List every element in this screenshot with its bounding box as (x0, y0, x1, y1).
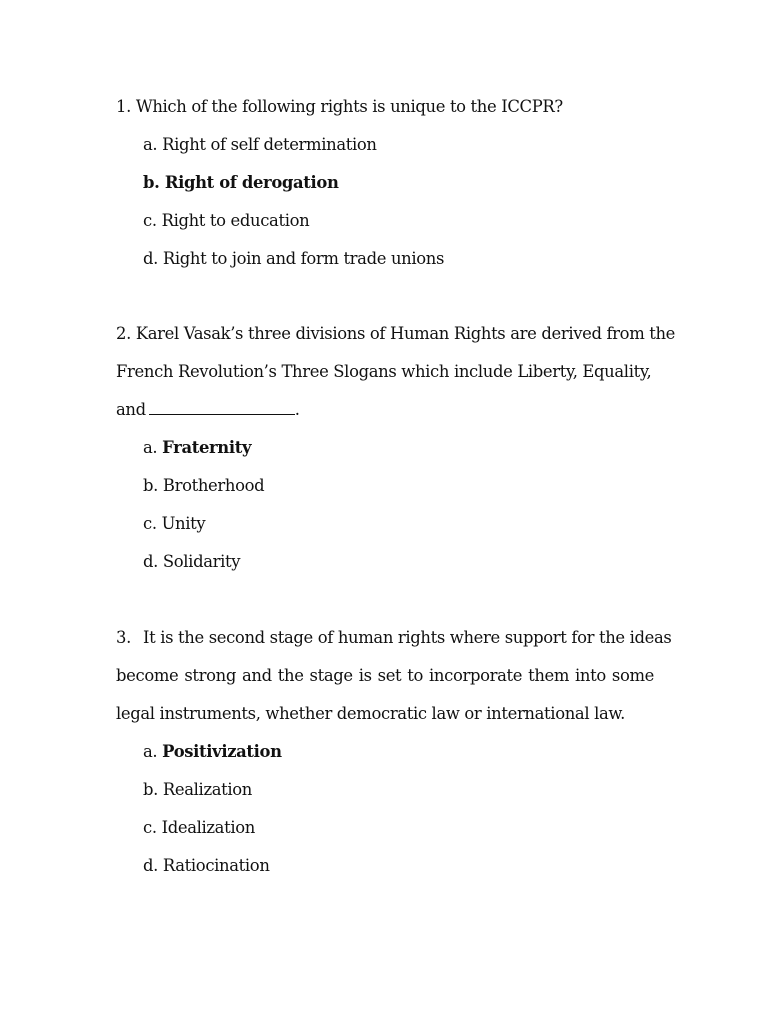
option-text: Idealization (161, 818, 255, 837)
option-letter: c. (143, 514, 157, 533)
question-number: 2. (116, 324, 131, 343)
option-letter: b. (143, 780, 159, 799)
option-text: Realization (162, 780, 252, 799)
question-text: and (116, 400, 146, 419)
question-2-stem-line-1 (116, 315, 676, 353)
option-text: Fraternity (162, 438, 252, 457)
question-3-stem-line-3 (116, 695, 654, 733)
option-letter: c. (143, 818, 157, 837)
option-letter: d. (143, 249, 159, 268)
question-text: French Revolution’s Three Slogans which include Liberty, Equality, (116, 362, 652, 381)
question-2-stem-line-3 (116, 391, 654, 429)
option-text: Right of derogation (164, 173, 339, 192)
question-text: legal instruments, whether democratic law or international law. (116, 704, 625, 723)
answer-blank (149, 402, 295, 415)
question-1-option-d (116, 240, 654, 278)
option-text: Right to join and form trade unions (162, 249, 445, 268)
option-letter: a. (143, 438, 158, 457)
question-2-option-c (116, 505, 654, 543)
question-3-option-c (116, 809, 654, 847)
question-2-stem-line-2 (116, 353, 654, 391)
option-letter: a. (143, 135, 158, 154)
option-letter: d. (143, 552, 159, 571)
question-number: 1. (116, 97, 131, 116)
option-letter: c. (143, 211, 157, 230)
option-text: Positivization (162, 742, 282, 761)
option-text: Right of self determination (162, 135, 377, 154)
question-2-option-d (116, 543, 654, 581)
question-3-stem-line-2 (116, 657, 654, 695)
question-1-option-c (116, 202, 654, 240)
option-text: Ratiocination (162, 856, 270, 875)
question-3-option-a-answer (116, 733, 654, 771)
question-number: 3. (116, 628, 131, 647)
question-1-option-a (116, 126, 654, 164)
option-text: Solidarity (162, 552, 241, 571)
option-text: Brotherhood (162, 476, 265, 495)
option-text: Right to education (161, 211, 310, 230)
question-text: become strong and the stage is set to incorporate them into some (116, 666, 654, 685)
option-letter: b. (143, 173, 160, 192)
question-text: It is the second stage of human rights where support for the ideas (143, 628, 672, 647)
option-letter: b. (143, 476, 159, 495)
question-2-option-b (116, 467, 654, 505)
question-text: Karel Vasak’s three divisions of Human Rights are derived from the (135, 324, 676, 343)
question-2 (116, 315, 676, 581)
question-1-option-b-answer (116, 164, 654, 202)
question-text-end: . (294, 400, 300, 419)
question-1-stem (116, 88, 654, 126)
option-text: Unity (161, 514, 206, 533)
question-3 (116, 619, 672, 885)
question-text: Which of the following rights is unique to the ICCPR? (135, 97, 563, 116)
question-2-option-a-answer (116, 429, 654, 467)
question-3-option-b (116, 771, 654, 809)
option-letter: d. (143, 856, 159, 875)
question-3-option-d (116, 847, 654, 885)
question-3-stem-line-1 (116, 619, 672, 657)
option-letter: a. (143, 742, 158, 761)
question-1 (116, 88, 654, 278)
